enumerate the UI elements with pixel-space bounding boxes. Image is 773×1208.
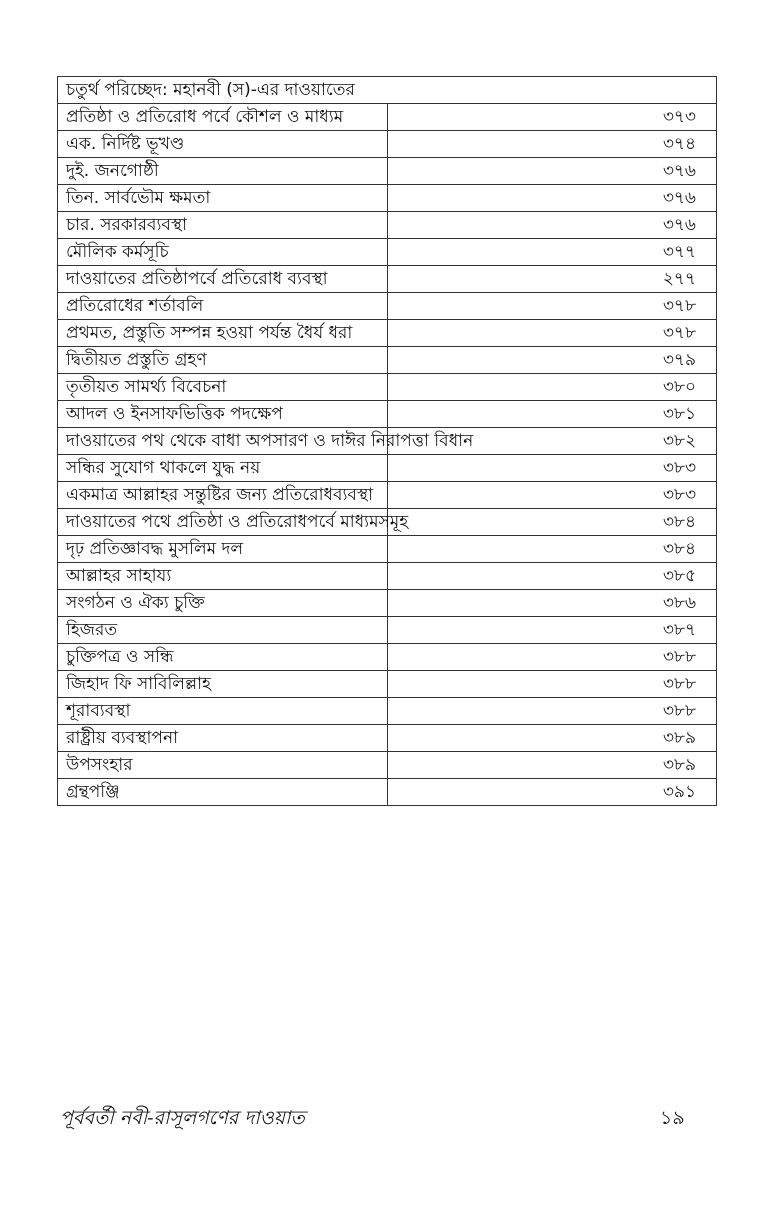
toc-entry-page: ৩৭৪ — [387, 131, 717, 158]
toc-entry-page: ৩৮২ — [387, 428, 717, 455]
toc-entry-title: হিজরত — [58, 617, 388, 644]
toc-row — [58, 563, 717, 590]
toc-entry-page: ৩৮৯ — [387, 725, 717, 752]
toc-entry-title: একমাত্র আল্লাহর সন্তুষ্টির জন্য প্রতিরোধব্যবস্থা — [58, 482, 388, 509]
toc-entry-page: ৩৮৮ — [387, 644, 717, 671]
toc-row — [58, 752, 717, 779]
toc-entry-title: দাওয়াতের পথে প্রতিষ্ঠা ও প্রতিরোধপর্বে মাধ্যমসমূহ — [58, 509, 388, 536]
toc-entry-page: ৩৭৩ — [387, 104, 717, 131]
toc-entry-title: মৌলিক কর্মসূচি — [58, 239, 388, 266]
toc-row — [58, 482, 717, 509]
toc-row — [58, 509, 717, 536]
toc-entry-title: দৃঢ় প্রতিজ্ঞাবদ্ধ মুসলিম দল — [58, 536, 388, 563]
toc-entry-page: ৩৭৬ — [387, 212, 717, 239]
toc-entry-title: দুই. জনগোষ্ঠী — [58, 158, 388, 185]
toc-row — [58, 671, 717, 698]
toc-row — [58, 320, 717, 347]
toc-entry-title: আল্লাহর সাহায্য — [58, 563, 388, 590]
toc-entry-page: ৩৮৫ — [387, 563, 717, 590]
toc-row — [58, 158, 717, 185]
toc-entry-title: দাওয়াতের পথ থেকে বাধা অপসারণ ও দাঈর নিরাপত্তা বিধান — [58, 428, 388, 455]
toc-row — [58, 293, 717, 320]
toc-row — [58, 374, 717, 401]
toc-entry-page: ৩৮১ — [387, 401, 717, 428]
toc-entry-title: আদল ও ইনসাফভিত্তিক পদক্ষেপ — [58, 401, 388, 428]
toc-entry-title: প্রথমত, প্রস্তুতি সম্পন্ন হওয়া পর্যন্ত ধৈর্য ধরা — [58, 320, 388, 347]
toc-entry-page: ৩৭৮ — [387, 320, 717, 347]
toc-row — [58, 455, 717, 482]
toc-entry-title: প্রতিষ্ঠা ও প্রতিরোধ পর্বে কৌশল ও মাধ্যম — [58, 104, 388, 131]
table-of-contents — [57, 76, 717, 806]
toc-entry-page: ৩৮৮ — [387, 698, 717, 725]
toc-row — [58, 617, 717, 644]
toc-entry-page: ৩৭৬ — [387, 185, 717, 212]
toc-entry-title: সংগঠন ও ঐক্য চুক্তি — [58, 590, 388, 617]
toc-row — [58, 131, 717, 158]
toc-entry-title: দাওয়াতের প্রতিষ্ঠাপর্বে প্রতিরোধ ব্যবস্থা — [58, 266, 388, 293]
toc-entry-page: ৩৮৩ — [387, 455, 717, 482]
toc-entry-page: ২৭৭ — [387, 266, 717, 293]
toc-entry-title: গ্রন্থপঞ্জি — [58, 779, 388, 806]
toc-entry-page: ৩৮৩ — [387, 482, 717, 509]
chapter-heading: চতুর্থ পরিচ্ছেদ: মহানবী (স)-এর দাওয়াতের — [58, 77, 717, 104]
toc-entry-title: চার. সরকারব্যবস্থা — [58, 212, 388, 239]
toc-body — [58, 77, 717, 806]
toc-entry-title: প্রতিরোধের শর্তাবলি — [58, 293, 388, 320]
toc-entry-title: তিন. সার্বভৌম ক্ষমতা — [58, 185, 388, 212]
toc-row — [58, 104, 717, 131]
toc-row — [58, 239, 717, 266]
toc-entry-page: ৩৮৮ — [387, 671, 717, 698]
toc-entry-page: ৩৮৪ — [387, 509, 717, 536]
toc-entry-page: ৩৮৭ — [387, 617, 717, 644]
toc-row — [58, 725, 717, 752]
toc-entry-title: তৃতীয়ত সামর্থ্য বিবেচনা — [58, 374, 388, 401]
toc-row — [58, 536, 717, 563]
toc-entry-title: রাষ্ট্রীয় ব্যবস্থাপনা — [58, 725, 388, 752]
toc-row — [58, 590, 717, 617]
toc-entry-page: ৩৭৬ — [387, 158, 717, 185]
toc-row — [58, 644, 717, 671]
toc-entry-title: সন্ধির সুযোগ থাকলে যুদ্ধ নয় — [58, 455, 388, 482]
toc-entry-title: চুক্তিপত্র ও সন্ধি — [58, 644, 388, 671]
toc-row — [58, 347, 717, 374]
toc-entry-title: শূরাব্যবস্থা — [58, 698, 388, 725]
toc-entry-title: দ্বিতীয়ত প্রস্তুতি গ্রহণ — [58, 347, 388, 374]
toc-entry-page: ৩৯১ — [387, 779, 717, 806]
chapter-heading-row — [58, 77, 717, 104]
toc-entry-page: ৩৮৯ — [387, 752, 717, 779]
toc-entry-page: ৩৮৬ — [387, 590, 717, 617]
toc-entry-title: জিহাদ ফি সাবিলিল্লাহ — [58, 671, 388, 698]
toc-row — [58, 428, 717, 455]
toc-entry-page: ৩৮৪ — [387, 536, 717, 563]
toc-entry-title: এক. নির্দিষ্ট ভূখণ্ড — [58, 131, 388, 158]
toc-row — [58, 698, 717, 725]
toc-row — [58, 779, 717, 806]
toc-row — [58, 212, 717, 239]
toc-entry-title: উপসংহার — [58, 752, 388, 779]
toc-entry-page: ৩৭৭ — [387, 239, 717, 266]
toc-entry-page: ৩৮০ — [387, 374, 717, 401]
toc-entry-page: ৩৭৮ — [387, 293, 717, 320]
footer-page-number: ১৯ — [660, 1107, 685, 1129]
toc-entry-page: ৩৭৯ — [387, 347, 717, 374]
toc-row — [58, 401, 717, 428]
toc-row — [58, 266, 717, 293]
footer-book-title: পূর্ববর্তী নবী-রাসূলগণের দাওয়াত — [60, 1107, 305, 1129]
toc-row — [58, 185, 717, 212]
